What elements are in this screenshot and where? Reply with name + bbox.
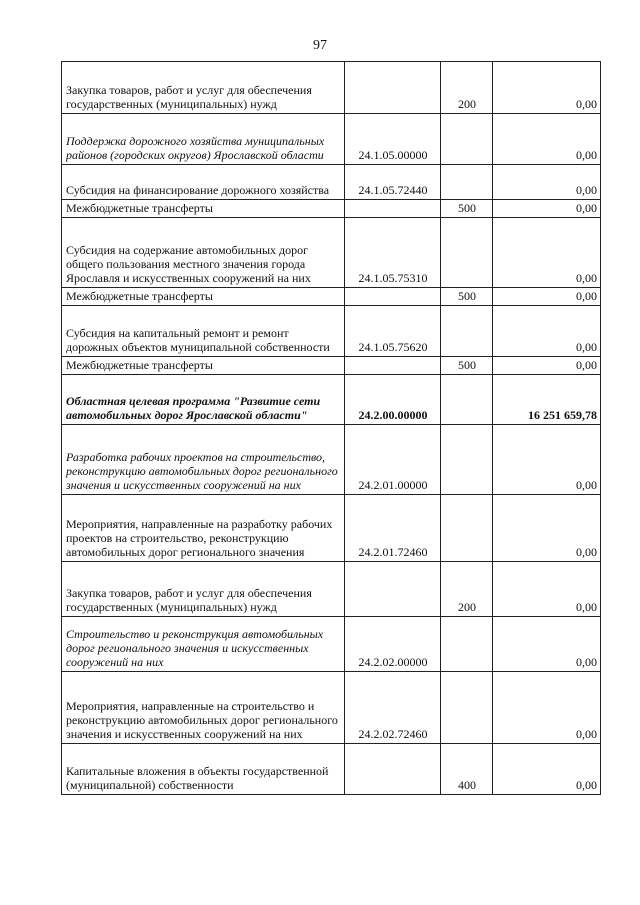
row-type-cell <box>441 114 493 165</box>
row-code-cell: 24.2.02.72460 <box>345 672 441 744</box>
row-amount-cell: 0,00 <box>493 562 601 617</box>
row-name-cell: Областная целевая программа "Развитие сети автомобильных дорог Ярославской области" <box>62 375 345 425</box>
row-code-cell <box>345 357 441 375</box>
row-name-cell: Поддержка дорожного хозяйства муниципальных районов (городских округов) Ярославской области <box>62 114 345 165</box>
table-row <box>62 562 601 617</box>
row-type-cell <box>441 495 493 562</box>
row-name-cell: Мероприятия, направленные на разработку рабочих проектов на строительство, реконструкцию автомобильных дорог регионального значения <box>62 495 345 562</box>
row-amount-cell: 0,00 <box>493 114 601 165</box>
row-amount-cell: 0,00 <box>493 165 601 200</box>
row-code-cell: 24.1.05.72440 <box>345 165 441 200</box>
row-amount-cell: 0,00 <box>493 357 601 375</box>
row-name-cell: Закупка товаров, работ и услуг для обеспечения государственных (муниципальных) нужд <box>62 62 345 114</box>
row-type-cell <box>441 165 493 200</box>
row-name-cell: Межбюджетные трансферты <box>62 288 345 306</box>
table-row <box>62 744 601 795</box>
row-type-cell: 500 <box>441 200 493 218</box>
row-name-cell: Субсидия на содержание автомобильных дорог общего пользования местного значения города Ярославля и искусственных сооружений на них <box>62 218 345 288</box>
table-row <box>62 114 601 165</box>
row-code-cell: 24.1.05.00000 <box>345 114 441 165</box>
page-number: 97 <box>313 38 327 53</box>
row-code-cell <box>345 744 441 795</box>
table-row <box>62 357 601 375</box>
row-type-cell <box>441 672 493 744</box>
row-amount-cell: 0,00 <box>493 617 601 672</box>
row-name-cell: Мероприятия, направленные на строительство и реконструкцию автомобильных дорог регионального значения и искусственных сооружений на них <box>62 672 345 744</box>
row-code-cell <box>345 200 441 218</box>
row-type-cell: 500 <box>441 357 493 375</box>
row-amount-cell: 0,00 <box>493 218 601 288</box>
row-name-cell: Субсидия на капитальный ремонт и ремонт дорожных объектов муниципальной собственности <box>62 306 345 357</box>
table-row <box>62 288 601 306</box>
row-type-cell <box>441 306 493 357</box>
row-code-cell: 24.1.05.75620 <box>345 306 441 357</box>
row-code-cell: 24.2.02.00000 <box>345 617 441 672</box>
budget-table <box>61 61 601 795</box>
row-type-cell <box>441 617 493 672</box>
table-row <box>62 672 601 744</box>
row-amount-cell: 16 251 659,78 <box>493 375 601 425</box>
row-amount-cell: 0,00 <box>493 744 601 795</box>
budget-table-body <box>62 62 601 795</box>
row-type-cell: 400 <box>441 744 493 795</box>
row-type-cell: 200 <box>441 62 493 114</box>
row-name-cell: Разработка рабочих проектов на строительство, реконструкцию автомобильных дорог регионального значения и искусственных сооружений на них <box>62 425 345 495</box>
table-row <box>62 165 601 200</box>
row-name-cell: Капитальные вложения в объекты государственной (муниципальной) собственности <box>62 744 345 795</box>
row-name-cell: Межбюджетные трансферты <box>62 357 345 375</box>
row-code-cell <box>345 288 441 306</box>
table-row <box>62 200 601 218</box>
table-row <box>62 425 601 495</box>
row-code-cell: 24.2.01.72460 <box>345 495 441 562</box>
table-row <box>62 375 601 425</box>
row-amount-cell: 0,00 <box>493 288 601 306</box>
row-type-cell <box>441 425 493 495</box>
row-code-cell: 24.2.01.00000 <box>345 425 441 495</box>
table-row <box>62 495 601 562</box>
row-code-cell: 24.1.05.75310 <box>345 218 441 288</box>
row-name-cell: Закупка товаров, работ и услуг для обеспечения государственных (муниципальных) нужд <box>62 562 345 617</box>
row-type-cell: 200 <box>441 562 493 617</box>
row-amount-cell: 0,00 <box>493 425 601 495</box>
row-amount-cell: 0,00 <box>493 672 601 744</box>
row-amount-cell: 0,00 <box>493 200 601 218</box>
table-row <box>62 617 601 672</box>
table-row <box>62 306 601 357</box>
row-amount-cell: 0,00 <box>493 62 601 114</box>
row-type-cell <box>441 375 493 425</box>
row-name-cell: Субсидия на финансирование дорожного хозяйства <box>62 165 345 200</box>
row-name-cell: Строительство и реконструкция автомобильных дорог регионального значения и искусственных сооружений на них <box>62 617 345 672</box>
row-code-cell <box>345 562 441 617</box>
table-row <box>62 62 601 114</box>
row-amount-cell: 0,00 <box>493 495 601 562</box>
row-type-cell <box>441 218 493 288</box>
row-type-cell: 500 <box>441 288 493 306</box>
row-code-cell <box>345 62 441 114</box>
row-code-cell: 24.2.00.00000 <box>345 375 441 425</box>
row-amount-cell: 0,00 <box>493 306 601 357</box>
row-name-cell: Межбюджетные трансферты <box>62 200 345 218</box>
table-row <box>62 218 601 288</box>
